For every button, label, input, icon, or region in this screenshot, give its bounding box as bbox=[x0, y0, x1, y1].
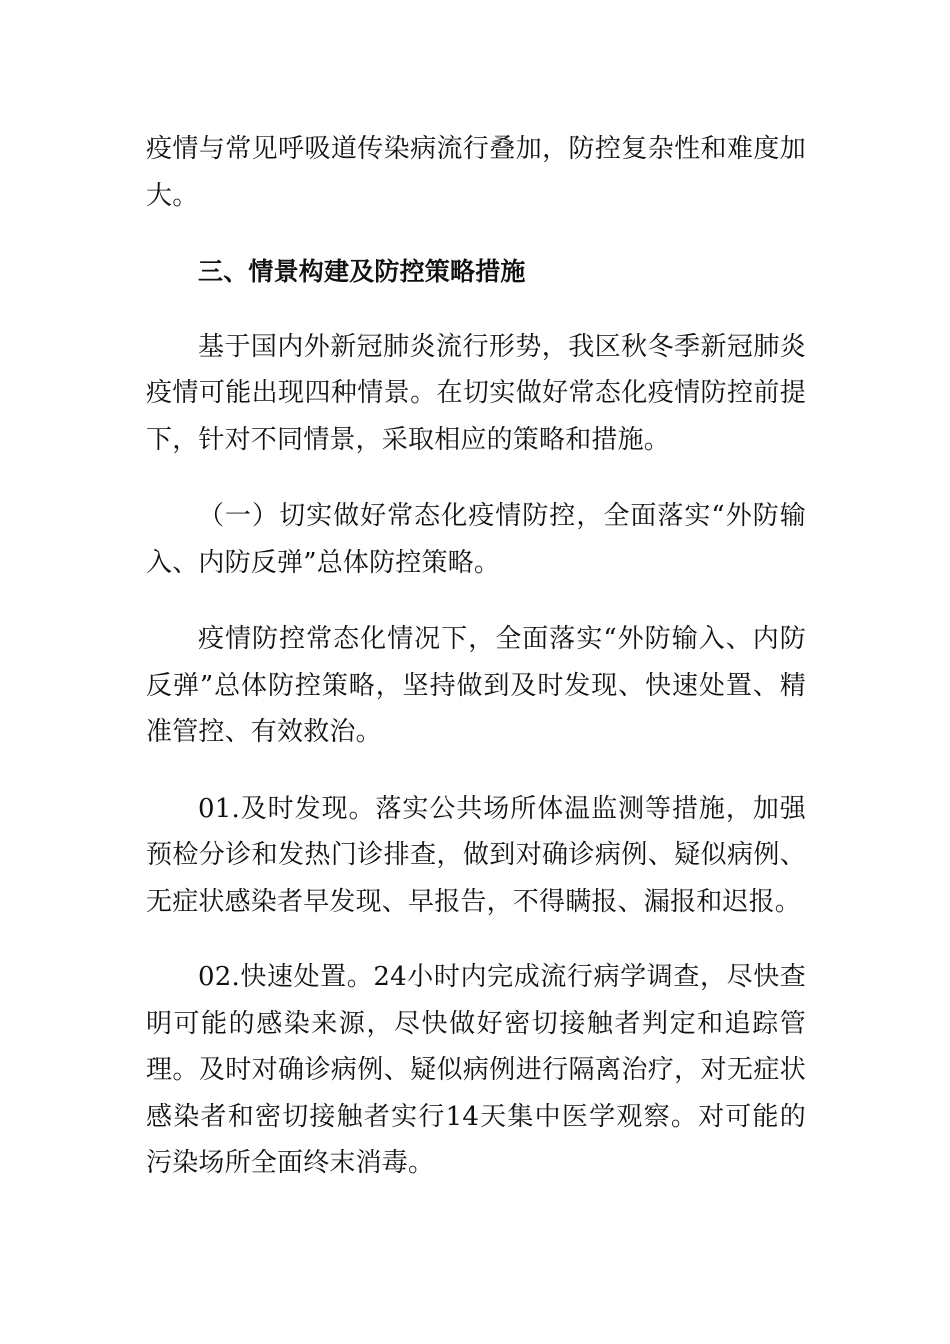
paragraph-intro: 基于国内外新冠肺炎流行形势，我区秋冬季新冠肺炎疫情可能出现四种情景。在切实做好常态化疫情防控前提下，针对不同情景，采取相应的策略和措施。 bbox=[146, 331, 806, 455]
paragraph-item-02: 02.快速处置。24小时内完成流行病学调查，尽快查明可能的感染来源，尽快做好密切接触者判定和追踪管理。及时对确诊病例、疑似病例进行隔离治疗，对无症状感染者和密切接触者实行14天集中医学观察。对可能的污染场所全面终末消毒。 bbox=[146, 962, 806, 1178]
paragraph-strategy: 疫情防控常态化情况下，全面落实“外防输入、内防反弹”总体防控策略，坚持做到及时发现、快速处置、精准管控、有效救治。 bbox=[146, 624, 806, 747]
paragraph-continuation: 疫情与常见呼吸道传染病流行叠加，防控复杂性和难度加大。 bbox=[146, 134, 806, 211]
subsection-heading: （一）切实做好常态化疫情防控，全面落实“外防输入、内防反弹”总体防控策略。 bbox=[146, 501, 806, 578]
paragraph-item-01: 01.及时发现。落实公共场所体温监测等措施，加强预检分诊和发热门诊排查，做到对确诊病例、疑似病例、无症状感染者早发现、早报告，不得瞒报、漏报和迟报。 bbox=[146, 793, 806, 917]
section-heading: 三、情景构建及防控策略措施 bbox=[198, 257, 526, 286]
document-body bbox=[146, 126, 806, 1187]
